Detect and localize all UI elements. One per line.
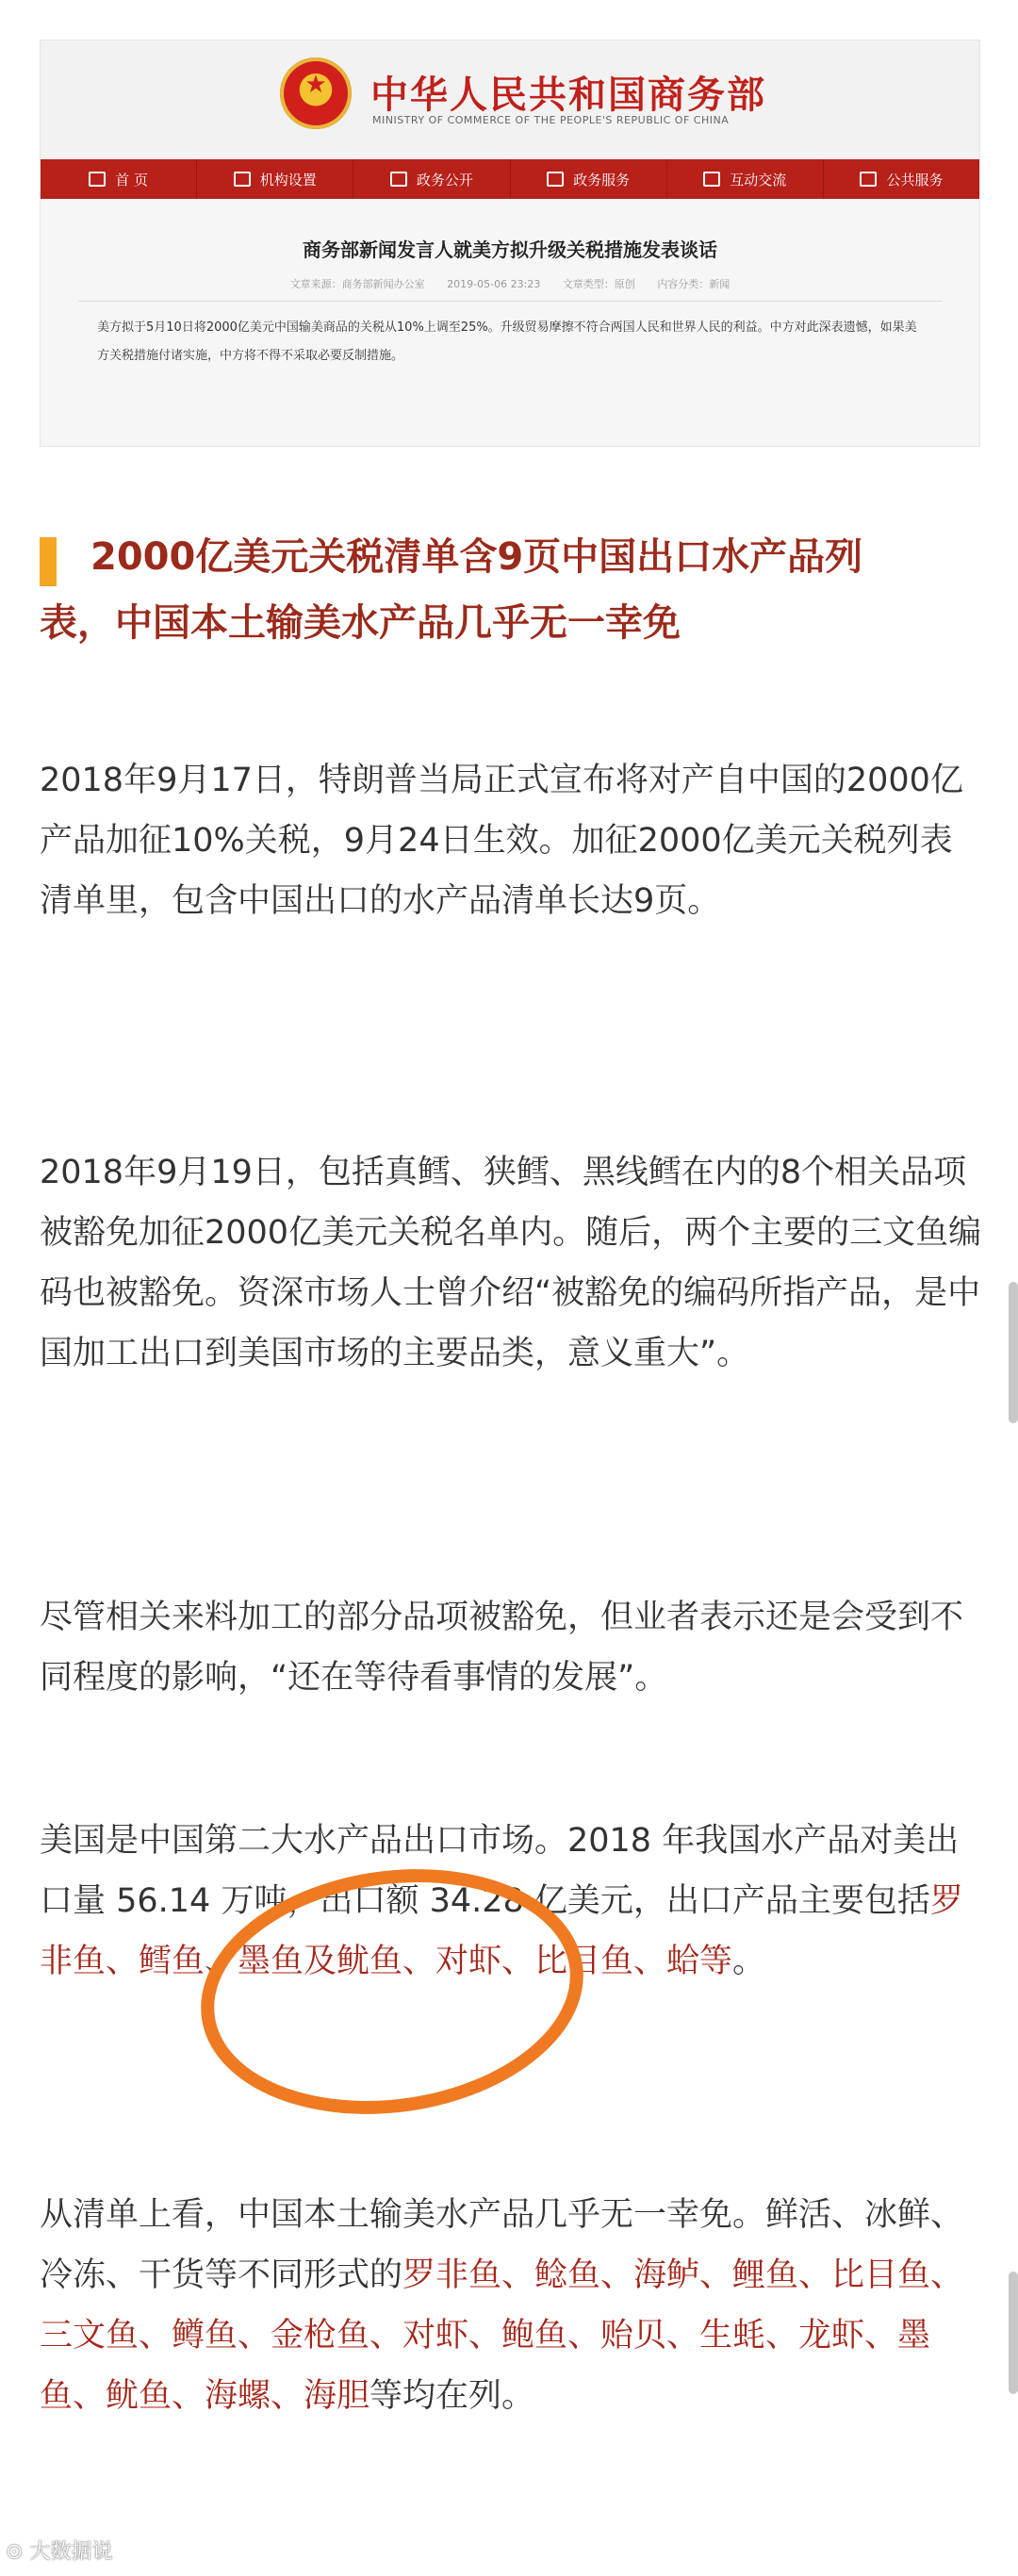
document-icon: [390, 172, 407, 187]
paragraph-2: 2018年9月19日，包括真鳕、狭鳕、黑线鳕在内的8个相关品项被豁免加征2000亿美元关税名单内。随后，两个主要的三文鱼编码也被豁免。资深市场人士曾介绍“被豁免的编码所指产品，是中国加工出口到美国市场的主要品类，意义重大”。: [40, 1154, 982, 1372]
national-emblem-icon: ★: [280, 57, 352, 129]
nav-interaction: 互动交流: [667, 159, 824, 199]
nav-gov-info: 政务公开: [353, 159, 510, 199]
scrollbar-thumb[interactable]: [1009, 1282, 1018, 1423]
mofcom-article-body: 美方拟于5月10日将2000亿美元中国输美商品的关税从10%上调至25%。升级贸易摩擦不符合两国人民和世界人民的利益。中方对此深表遗憾，如果美方关税措施付诸实施，中方将不得不采取必要反制措施。: [97, 320, 917, 363]
mofcom-article-meta: 文章来源：商务部新闻办公室 2019-05-06 23:23 文章类型：原创 内容分类：新闻: [289, 278, 731, 290]
chat-icon: [703, 172, 720, 187]
paragraph-5: 从清单上看，中国本土输美水产品几乎无一幸免。鲜活、冰鲜、冷冻、干货等不同形式的罗非鱼、鲶鱼、海鲈、鲤鱼、比目鱼、三文鱼、鳟鱼、金枪鱼、对虾、鲍鱼、贻贝、生蚝、龙虾、墨鱼、鱿鱼、海螺、海胆等均在列。: [40, 2196, 964, 2415]
grid-icon: [547, 172, 564, 187]
nav-org: 机构设置: [197, 159, 353, 199]
mofcom-header: [41, 41, 979, 159]
scrollbar-thumb-lower[interactable]: [1009, 2272, 1018, 2394]
mofcom-nav: [41, 159, 979, 199]
home-icon: [89, 172, 106, 187]
heading-accent-bar: [40, 537, 57, 586]
mofcom-org-name-en: MINISTRY OF COMMERCE OF THE PEOPLE'S REPUBLIC OF CHINA: [372, 114, 730, 126]
paragraph-4: 美国是中国第二大水产品出口市场。2018 年我国水产品对美出口量 56.14 万吨，出口额 34.28 亿美元，出口产品主要包括罗非鱼、鳕鱼、墨鱼及鱿鱼、对虾、比目鱼、蛤等。: [40, 1822, 963, 1980]
paragraph-1: 2018年9月17日，特朗普当局正式宣布将对产自中国的2000亿产品加征10%关税，9月24日生效。加征2000亿美元关税列表清单里，包含中国出口的水产品清单长达9页。: [40, 762, 963, 920]
mofcom-divider: [78, 301, 942, 302]
watermark: ⊙ 大数据说: [6, 2540, 113, 2564]
building-icon: [234, 172, 251, 187]
mofcom-org-name: 中华人民共和国商务部: [370, 74, 766, 117]
nav-gov-service: 政务服务: [511, 159, 667, 199]
nav-public-service: 公共服务: [824, 159, 979, 199]
highlighted-species: 罗非鱼、鳕鱼、墨鱼及鱿鱼、对虾、比目鱼、蛤等: [40, 1882, 963, 1980]
section-heading: 2000亿美元关税清单含9页中国出口水产品列 表，中国本土输美水产品几乎无一幸免: [40, 535, 863, 645]
mofcom-screenshot: [40, 40, 980, 447]
people-icon: [860, 172, 877, 187]
highlighted-species-list: 罗非鱼、鲶鱼、海鲈、鲤鱼、比目鱼、三文鱼、鳟鱼、金枪鱼、对虾、鲍鱼、贻贝、生蚝、龙虾、墨鱼、鱿鱼、海螺、海胆: [40, 2256, 964, 2415]
nav-home: 首 页: [41, 159, 197, 199]
mofcom-article-title: 商务部新闻发言人就美方拟升级关税措施发表谈话: [303, 238, 717, 261]
paragraph-3: 尽管相关来料加工的部分品项被豁免，但业者表示还是会受到不同程度的影响，“还在等待看事情的发展”。: [40, 1599, 964, 1697]
